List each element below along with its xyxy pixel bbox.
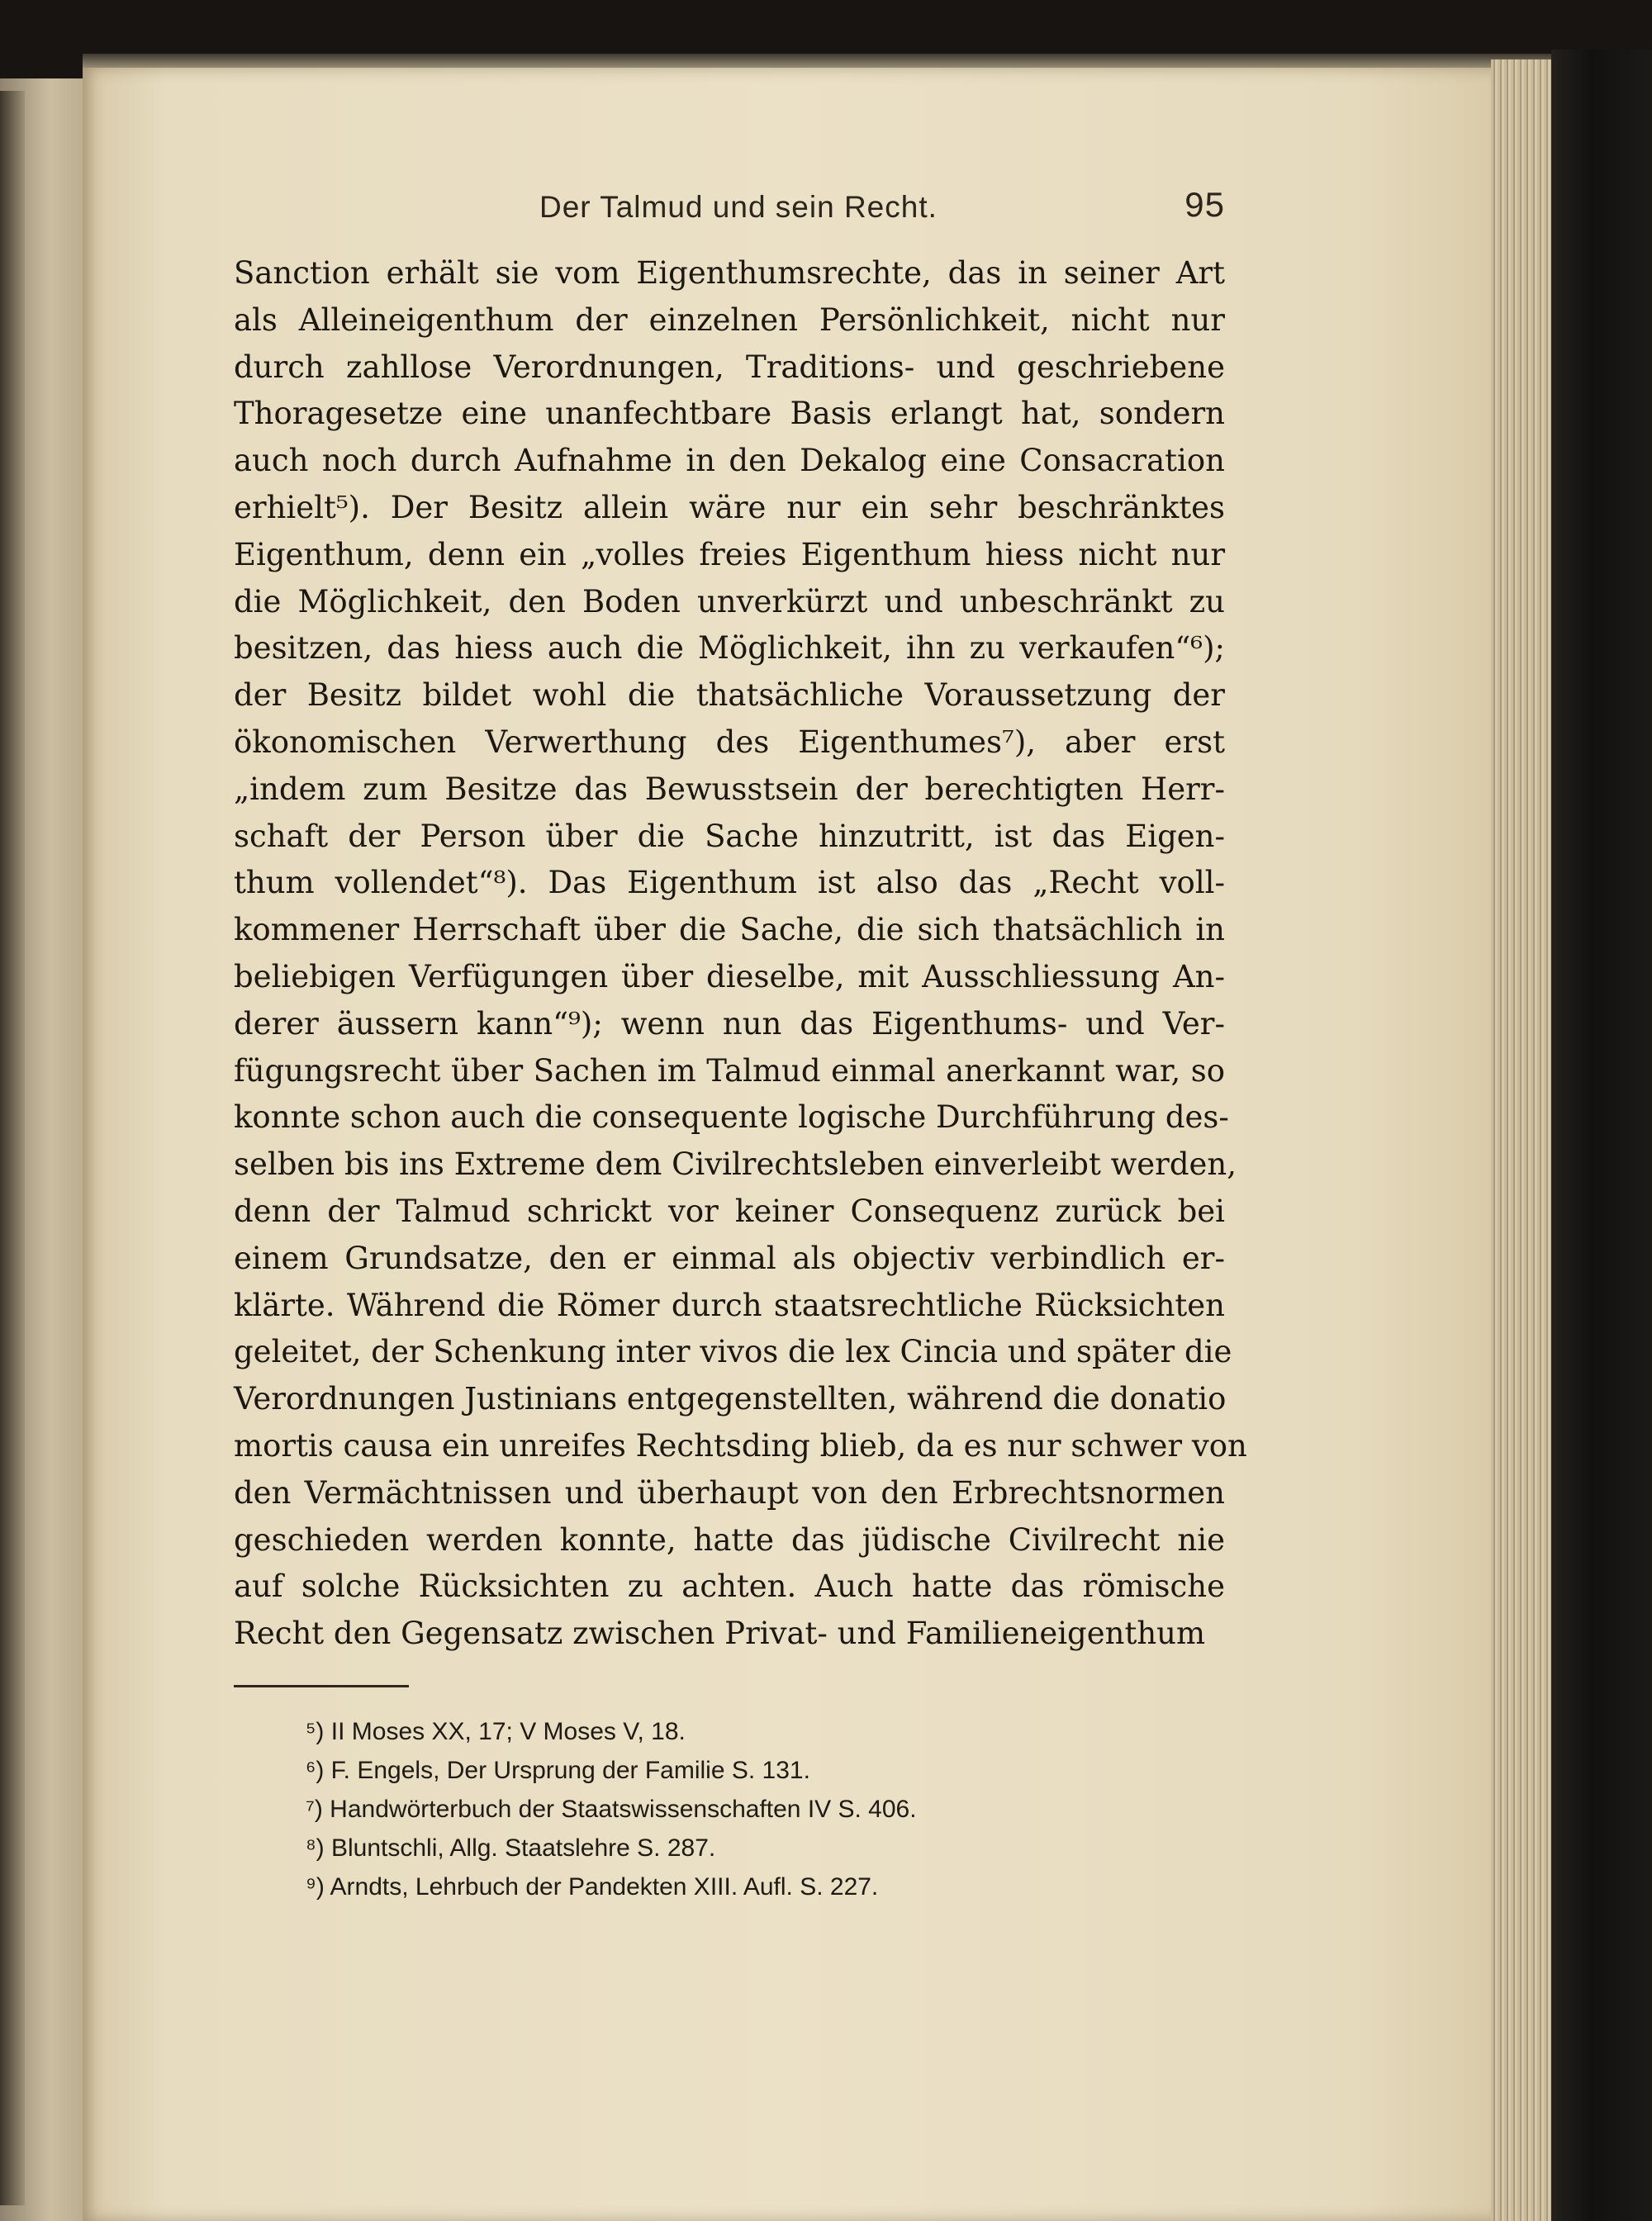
body-line: der Besitz bildet wohl die thatsächliche Voraussetzung der (234, 677, 1225, 714)
body-line: den Vermächtnissen und überhaupt von den Erbrechtsnormen (234, 1474, 1225, 1511)
body-line: als Alleineigenthum der einzelnen Persönlichkeit, nicht nur (234, 301, 1225, 338)
footnote: ⁸) Bluntschli, Allg. Staatslehre S. 287. (306, 1834, 716, 1862)
book-cover-edge (1551, 50, 1652, 2221)
body-line: auch noch durch Aufnahme in den Dekalog eine Consacration (234, 443, 1225, 479)
footnotes (306, 1712, 1214, 1906)
body-line: Recht den Gegensatz zwischen Privat- und Familieneigenthum (234, 1616, 1206, 1652)
body-line: einem Grundsatze, den er einmal als objectiv verbindlich er- (234, 1240, 1225, 1276)
running-title: Der Talmud und sein Recht. (539, 190, 938, 224)
body-line: erhielt⁵). Der Besitz allein wäre nur ein sehr beschränktes (234, 489, 1225, 525)
binding-shadow (0, 91, 25, 2205)
body-line: denn der Talmud schrickt vor keiner Consequenz zurück bei (234, 1193, 1225, 1229)
page-number: 95 (1184, 185, 1225, 224)
footnote: ⁷) Handwörterbuch der Staatswissenschaften IV S. 406. (306, 1796, 917, 1823)
body-line: schaft der Person über die Sache hinzutritt, ist das Eigen- (234, 818, 1225, 854)
body-line: durch zahllose Verordnungen, Traditions- und geschriebene (234, 349, 1225, 385)
footnote: ⁹) Arndts, Lehrbuch der Pandekten XIII. Aufl. S. 227. (306, 1873, 879, 1901)
body-line: selben bis ins Extreme dem Civilrechtsleben einverleibt werden, (234, 1146, 1237, 1183)
running-header (234, 175, 1225, 233)
body-line: ökonomischen Verwerthung des Eigenthumes⁷), aber erst (234, 724, 1225, 760)
body-line: thum vollendet“⁸). Das Eigenthum ist also das „Recht voll- (234, 865, 1225, 901)
footnote: ⁶) F. Engels, Der Ursprung der Familie S. 131. (306, 1757, 810, 1784)
body-line: geleitet, der Schenkung inter vivos die lex Cincia und später die (234, 1334, 1232, 1370)
body-line: Sanction erhält sie vom Eigenthumsrechte, das in seiner Art (234, 255, 1225, 291)
body-line: Verordnungen Justinians entgegenstellten, während die donatio (234, 1381, 1227, 1417)
body-line: klärte. Während die Römer durch staatsrechtliche Rücksichten (234, 1287, 1225, 1323)
body-line: besitzen, das hiess auch die Möglichkeit, ihn zu verkaufen“⁶); (234, 630, 1225, 667)
page-stack-edge (1491, 59, 1553, 2221)
footnote-rule (234, 1685, 409, 1687)
body-line: Thoragesetze eine unanfechtbare Basis erlangt hat, sondern (234, 396, 1225, 432)
body-line: kommener Herrschaft über die Sache, die sich thatsächlich in (234, 912, 1225, 948)
body-line: „indem zum Besitze das Bewusstsein der berechtigten Herr- (234, 771, 1225, 807)
body-line: fügungsrecht über Sachen im Talmud einmal anerkannt war, so (234, 1052, 1225, 1089)
body-line: mortis causa ein unreifes Rechtsding blieb, da es nur schwer von (234, 1427, 1247, 1464)
body-line: auf solche Rücksichten zu achten. Auch hatte das römische (234, 1568, 1225, 1605)
footnote: ⁵) II Moses XX, 17; V Moses V, 18. (306, 1718, 686, 1745)
body-text (234, 250, 1247, 1658)
body-line: derer äussern kann“⁹); wenn nun das Eigenthums- und Ver- (234, 1005, 1225, 1042)
body-line: geschieden werden konnte, hatte das jüdische Civilrecht nie (234, 1521, 1225, 1558)
body-line: die Möglichkeit, den Boden unverkürzt und unbeschränkt zu (234, 583, 1225, 619)
body-line: Eigenthum, denn ein „volles freies Eigenthum hiess nicht nur (234, 536, 1225, 572)
body-line: konnte schon auch die consequente logische Durchführung des- (234, 1099, 1229, 1136)
body-line: beliebigen Verfügungen über dieselbe, mit Ausschliessung An- (234, 958, 1225, 994)
